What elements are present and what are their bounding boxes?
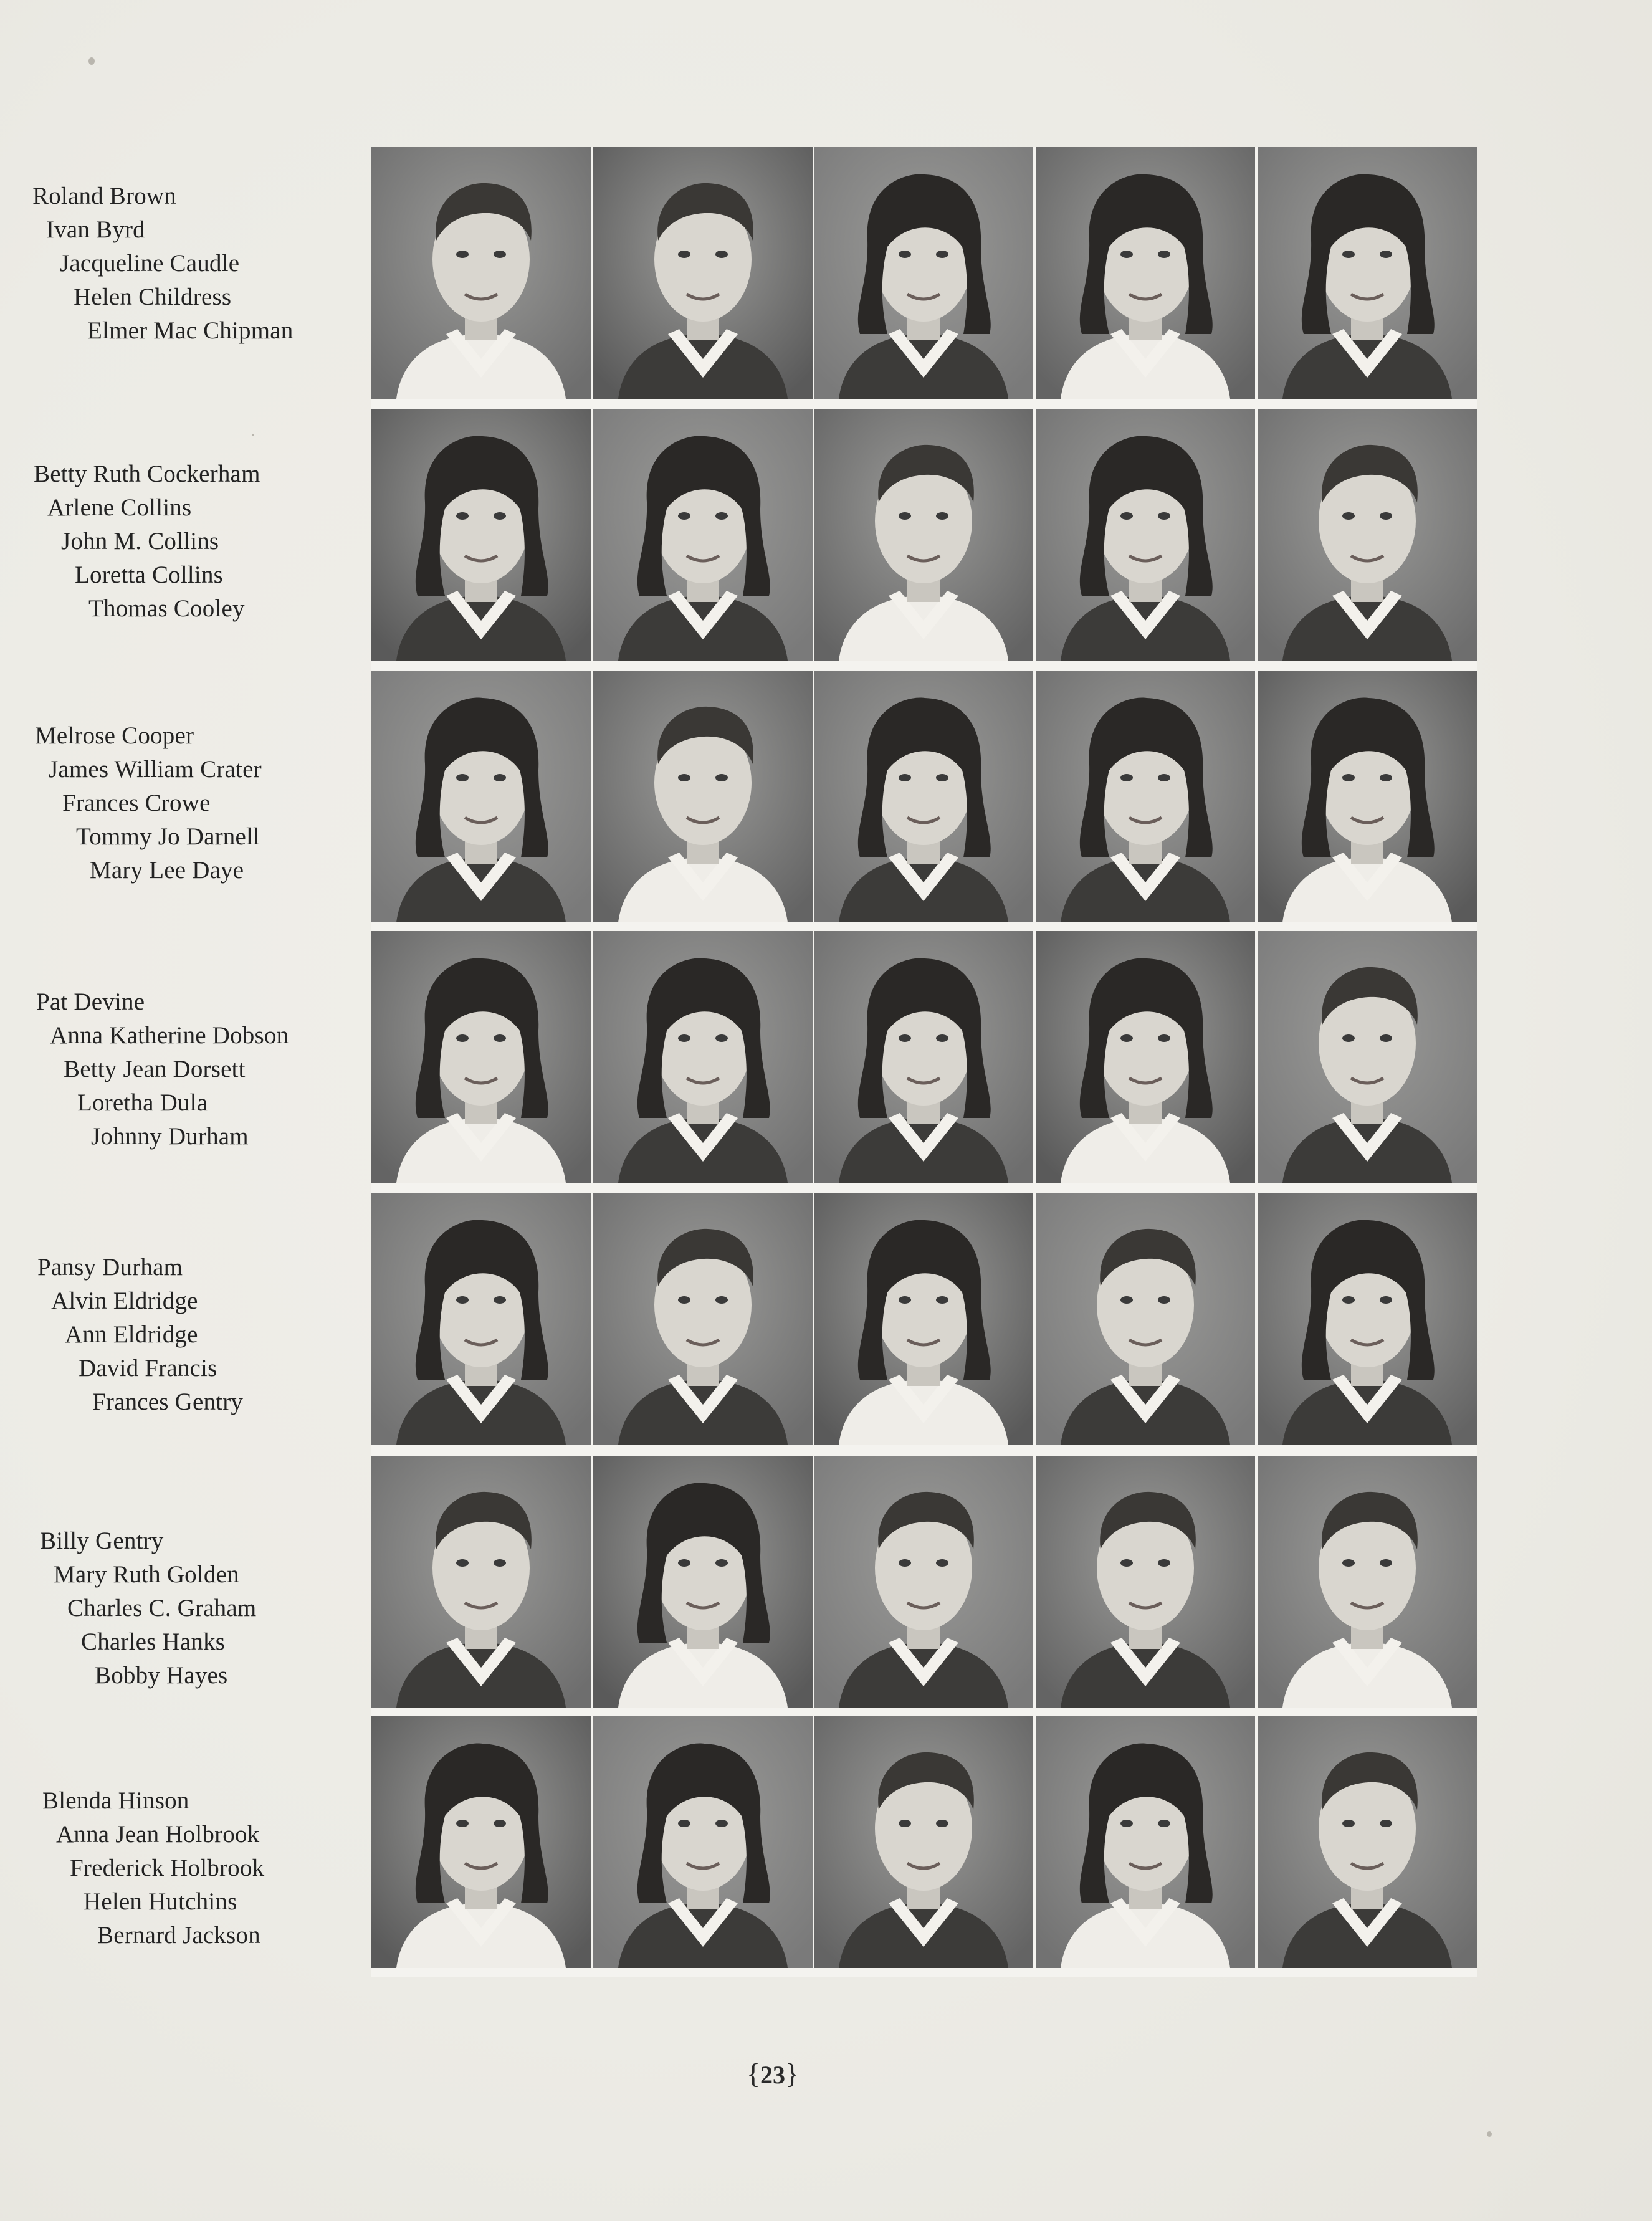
student-name: Bernard Jackson: [97, 1922, 260, 1949]
name-group-5: [32, 1251, 369, 1419]
student-name: Helen Hutchins: [84, 1888, 237, 1915]
student-name: Mary Lee Daye: [90, 857, 244, 884]
portrait-photo: [814, 1456, 1033, 1708]
student-name: Anna Jean Holbrook: [56, 1821, 260, 1848]
right-brace-ornament: }: [785, 2058, 800, 2090]
portrait-row: [371, 671, 1477, 927]
portrait-photo: [1258, 671, 1477, 922]
portrait-grid: [371, 147, 1477, 1977]
portrait-photo: [371, 147, 591, 399]
portrait-photo: [1036, 931, 1255, 1183]
portrait-photo: [1258, 147, 1477, 399]
portrait-photo: [371, 1193, 591, 1445]
student-name: Ann Eldridge: [65, 1321, 198, 1348]
portrait-photo: [1036, 147, 1255, 399]
portrait-photo: [814, 147, 1033, 399]
student-name: Pat Devine: [36, 988, 145, 1015]
student-name: Betty Jean Dorsett: [64, 1056, 246, 1082]
student-name: Frederick Holbrook: [70, 1855, 265, 1881]
student-name: James William Crater: [49, 756, 262, 783]
student-name: Frances Crowe: [62, 790, 211, 816]
student-name: David Francis: [79, 1355, 217, 1382]
paper-speck: [252, 434, 254, 436]
portrait-row: [371, 147, 1477, 404]
portrait-photo: [371, 931, 591, 1183]
portrait-photo: [814, 671, 1033, 922]
student-name: Tommy Jo Darnell: [76, 823, 260, 850]
portrait-photo: [814, 409, 1033, 661]
student-name: Jacqueline Caudle: [60, 250, 240, 277]
portrait-photo: [371, 1716, 591, 1968]
portrait-photo: [1258, 1716, 1477, 1968]
student-name: Ivan Byrd: [46, 216, 145, 243]
name-group-6: [32, 1524, 369, 1693]
portrait-photo: [371, 409, 591, 661]
student-name: Billy Gentry: [40, 1527, 164, 1554]
portrait-photo: [1036, 1716, 1255, 1968]
portrait-row: [371, 931, 1477, 1188]
portrait-photo: [371, 1456, 591, 1708]
student-name: Arlene Collins: [47, 494, 192, 521]
student-name: Loretha Dula: [77, 1089, 208, 1116]
portrait-photo: [814, 1716, 1033, 1968]
name-group-1: [32, 179, 369, 348]
portrait-photo: [1258, 1456, 1477, 1708]
student-name: Frances Gentry: [92, 1388, 244, 1415]
paper-speck: [1487, 2131, 1492, 2137]
name-group-7: [32, 1784, 369, 1952]
portrait-photo: [593, 671, 813, 922]
portrait-photo: [814, 1193, 1033, 1445]
portrait-row: [371, 1716, 1477, 1973]
student-name: Charles C. Graham: [67, 1595, 257, 1622]
portrait-photo: [1036, 671, 1255, 922]
student-name: Blenda Hinson: [42, 1787, 189, 1814]
portrait-photo: [1036, 1193, 1255, 1445]
student-name: Helen Childress: [74, 284, 232, 310]
left-brace-ornament: {: [746, 2058, 760, 2090]
student-name: Anna Katherine Dobson: [50, 1022, 289, 1049]
portrait-photo: [814, 931, 1033, 1183]
page-number-value: 23: [760, 2061, 785, 2089]
student-name: Melrose Cooper: [35, 722, 194, 749]
portrait-photo: [1036, 1456, 1255, 1708]
portrait-photo: [1258, 1193, 1477, 1445]
student-name: Johnny Durham: [91, 1123, 249, 1150]
portrait-row: [371, 1456, 1477, 1712]
student-name: Alvin Eldridge: [51, 1287, 198, 1314]
student-name: Mary Ruth Golden: [54, 1561, 239, 1588]
portrait-photo: [593, 147, 813, 399]
student-name: Bobby Hayes: [95, 1662, 228, 1689]
student-name: John M. Collins: [61, 528, 219, 555]
student-name: Roland Brown: [32, 183, 176, 209]
portrait-photo: [593, 1456, 813, 1708]
portrait-photo: [593, 1193, 813, 1445]
portrait-row: [371, 409, 1477, 666]
portrait-photo: [593, 931, 813, 1183]
student-name: Thomas Cooley: [88, 595, 245, 622]
portrait-photo: [593, 1716, 813, 1968]
student-name: Elmer Mac Chipman: [87, 317, 294, 344]
page-number: [723, 2055, 823, 2093]
student-name: Charles Hanks: [81, 1628, 226, 1655]
portrait-photo: [1258, 409, 1477, 661]
portrait-photo: [371, 671, 591, 922]
portrait-photo: [1258, 931, 1477, 1183]
student-name: Loretta Collins: [75, 561, 224, 588]
portrait-row: [371, 1193, 1477, 1450]
name-group-4: [32, 985, 369, 1153]
student-name: Pansy Durham: [37, 1254, 183, 1281]
name-group-2: [32, 457, 369, 626]
paper-speck: [88, 57, 95, 65]
name-group-3: [32, 719, 369, 887]
portrait-photo: [593, 409, 813, 661]
student-name: Betty Ruth Cockerham: [34, 461, 260, 487]
portrait-photo: [1036, 409, 1255, 661]
names-column: [0, 0, 361, 1994]
